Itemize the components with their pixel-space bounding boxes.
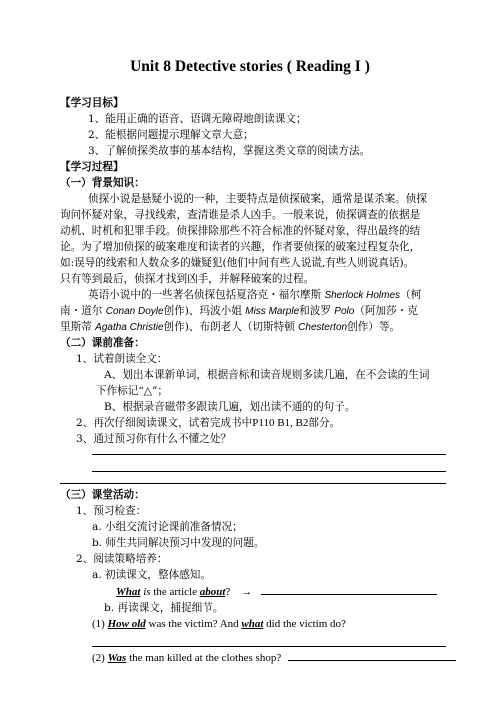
- background-text: [60, 304, 418, 319]
- text-span: 里斯蒂: [60, 321, 92, 333]
- class-subitem: b. 师生共同解决预习中发现的问题。: [92, 537, 265, 549]
- class-subitem: a. 小组交流讨论课前准备情况；: [92, 521, 243, 533]
- text-span: 创作）等。: [347, 321, 401, 333]
- text-span: 创作)、布朗老人（切斯特顿: [163, 321, 295, 333]
- goal-item: 1、能用正确的语音、语调无障碍地朗读课文；: [88, 113, 307, 125]
- author-name: Chesterton: [298, 322, 348, 333]
- background-text: 如:误导的线索和人数众多的嫌疑犯(他们中间有些人说谎,有些人则说真话)。: [60, 257, 415, 269]
- prep-subitem: A、划出本课新单词，根据音标和读音规则多读几遍，在不会读的生词: [104, 369, 430, 381]
- background-text: 侦探小说是悬疑小说的一种，主要特点是侦探破案，通常是谋杀案。侦探: [88, 193, 427, 205]
- answer-blank[interactable]: [261, 594, 437, 595]
- answer-line[interactable]: [92, 471, 446, 472]
- question-word: what: [241, 618, 264, 630]
- arrow-icon: →: [241, 586, 253, 598]
- question-1: [92, 617, 346, 631]
- text-span: 和波罗: [299, 305, 331, 317]
- text-span: 南・道尔: [60, 305, 103, 317]
- text-span: （柯: [400, 289, 422, 301]
- text-span: ?: [225, 586, 231, 598]
- text-span: 英语小说中的一些著名侦探包括夏洛克・福尔摩斯: [88, 289, 322, 301]
- text-span: 部分。: [308, 417, 341, 429]
- class-subitem: b. 再读课文，捕捉细节。: [104, 602, 224, 614]
- text-span: is: [140, 586, 151, 598]
- detective-name: Polo: [334, 306, 355, 317]
- author-name: Agatha Christie: [95, 322, 164, 333]
- answer-blank[interactable]: [288, 660, 456, 661]
- prep-item: 3、通过预习你有什么不懂之处？: [76, 433, 232, 445]
- background-text: 询问怀疑对象，寻找线索，查清谁是杀人凶手。一般来说，侦探调查的依据是: [60, 209, 421, 221]
- text-span: the man killed at the clothes shop?: [126, 652, 282, 664]
- class-heading: （三）课堂活动：: [60, 489, 145, 501]
- text-span: was the victim? And: [145, 618, 242, 630]
- text-span: the article: [150, 586, 200, 598]
- prep-subitem: 下作标记“△”；: [96, 385, 168, 397]
- text-span: （阿加莎・克: [354, 305, 418, 317]
- class-item: 2、阅读策略培养：: [76, 553, 168, 565]
- answer-line[interactable]: [60, 483, 446, 484]
- question-about: [116, 585, 437, 599]
- question-word: about: [199, 586, 226, 598]
- question-word: What: [116, 586, 141, 598]
- answer-line[interactable]: [92, 454, 446, 455]
- goals-heading: 【学习目标】: [60, 97, 124, 109]
- question-word: Was: [107, 652, 127, 664]
- background-text: [60, 320, 400, 335]
- question-word: How old: [107, 618, 146, 630]
- prep-heading: （二）课前准备：: [60, 337, 145, 349]
- question-2: [92, 651, 456, 665]
- prep-subitem: B、根据录音磁带多跟读几遍，划出读不通的的句子。: [104, 401, 356, 413]
- text-span: 创作)、玛波小姐: [163, 305, 242, 317]
- background-text: [88, 288, 421, 303]
- class-subitem: a. 初读课文，整体感知。: [92, 569, 211, 581]
- background-text: 论。为了增加侦探的破案难度和读者的兴趣，作者要侦探的破案过程复杂化，: [60, 241, 421, 253]
- goal-item: 2、能根据问题提示理解文章大意；: [88, 129, 254, 141]
- background-heading: （一）背景知识：: [60, 177, 145, 189]
- prep-item: [76, 416, 340, 430]
- goal-item: 3、了解侦探类故事的基本结构，掌握这类文章的阅读方法。: [88, 145, 371, 157]
- class-item: 1、预习检查：: [76, 505, 147, 517]
- detective-name: Miss Marple: [245, 306, 300, 317]
- text-span: 2、再次仔细阅读课文，试着完成书中: [76, 417, 253, 429]
- page-title: Unit 8 Detective stories ( Reading I ): [130, 58, 370, 75]
- detective-name: Sherlock Holmes: [324, 290, 401, 301]
- answer-line[interactable]: [92, 646, 446, 647]
- text-span: did the victim do?: [263, 618, 346, 630]
- prep-item: 1、试着朗读全文：: [76, 353, 168, 365]
- process-heading: 【学习过程】: [60, 161, 124, 173]
- author-name: Conan Doyle: [105, 306, 164, 317]
- page-reference: P110 B1, B2: [252, 417, 309, 429]
- text-span: (2): [92, 652, 108, 664]
- text-span: (1): [92, 618, 108, 630]
- background-text: 只有等到最后，侦探才找到凶手，并解释破案的过程。: [60, 273, 315, 285]
- background-text: 动机、时机和犯罪手段。侦探排除那些不符合标准的怀疑对象，得出最终的结: [60, 225, 421, 237]
